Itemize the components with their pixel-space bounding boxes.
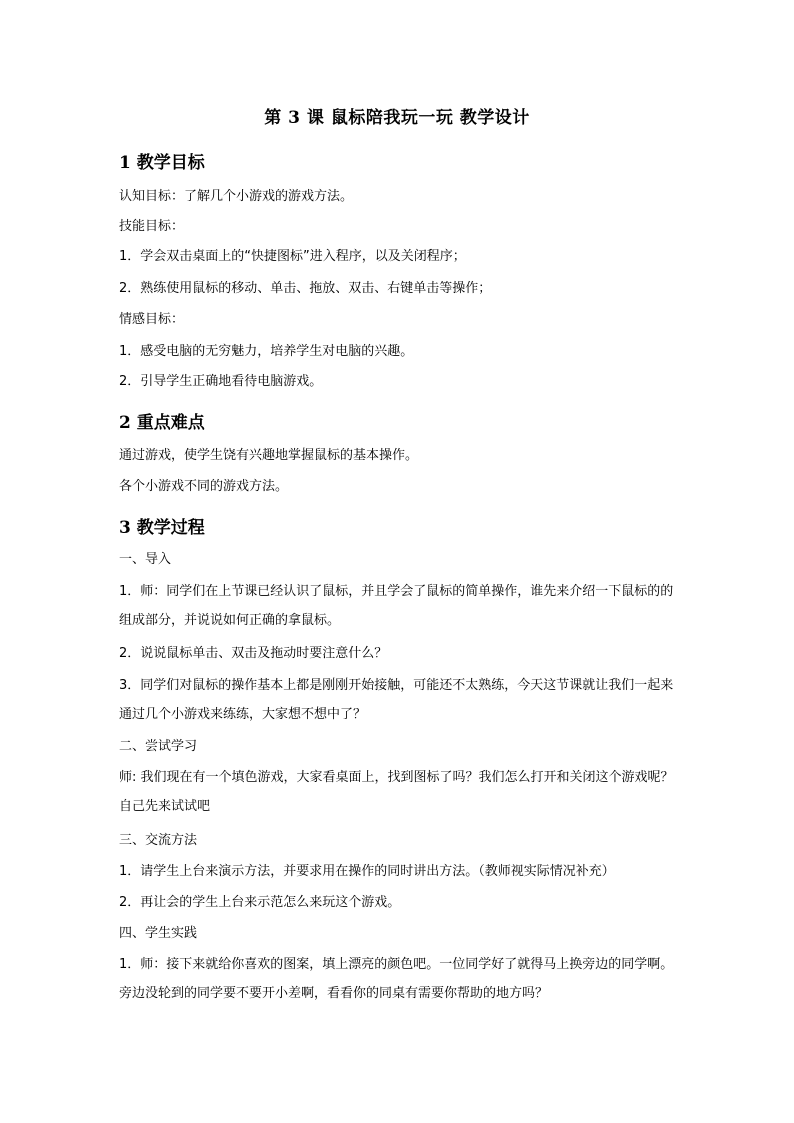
paragraph: 三、交流方法 — [119, 833, 198, 848]
paragraph: 情感目标： — [119, 312, 185, 327]
section-heading-key-points: 2 重点难点 — [119, 413, 205, 433]
paragraph: 1．请学生上台来演示方法，并要求用在操作的同时讲出方法。（教师视实际情况补充） — [119, 864, 615, 879]
paragraph: 1．师：接下来就给你喜欢的图案，填上漂亮的颜色吧。一位同学好了就得马上换旁边的同学啊。旁边没轮到的同学要不要开小差啊，看看你的同桌有需要你帮助的地方吗？ — [119, 957, 674, 1001]
paragraph: 认知目标：了解几个小游戏的游戏方法。 — [119, 189, 354, 204]
section-heading-objectives: 1 教学目标 — [119, 153, 205, 173]
paragraph: 2．引导学生正确地看待电脑游戏。 — [119, 374, 323, 389]
paragraph: 2．熟练使用鼠标的移动、单击、拖放、双击、右键单击等操作； — [119, 281, 492, 296]
paragraph: 1．师：同学们在上节课已经认识了鼠标，并且学会了鼠标的简单操作，谁先来介绍一下鼠标的的组成部分，并说说如何正确的拿鼠标。 — [119, 584, 674, 628]
paragraph: 3．同学们对鼠标的操作基本上都是刚刚开始接触，可能还不太熟练，今天这节课就让我们一起来通过几个小游戏来练练，大家想不想中了？ — [119, 678, 674, 722]
paragraph: 师: 我们现在有一个填色游戏，大家看桌面上，找到图标了吗？我们怎么打开和关闭这个游戏呢？自己先来试试吧 — [119, 770, 674, 814]
section-heading-process: 3 教学过程 — [119, 518, 205, 538]
paragraph: 技能目标： — [119, 219, 185, 234]
paragraph: 1．感受电脑的无穷魅力，培养学生对电脑的兴趣。 — [119, 344, 414, 359]
paragraph: 一、导入 — [119, 552, 172, 567]
paragraph: 1．学会双击桌面上的“快捷图标”进入程序，以及关闭程序； — [119, 249, 466, 264]
paragraph: 通过游戏，使学生饶有兴趣地掌握鼠标的基本操作。 — [119, 448, 419, 463]
paragraph: 各个小游戏不同的游戏方法。 — [119, 479, 289, 494]
document-title: 第 3 课 鼠标陪我玩一玩 教学设计 — [264, 108, 530, 128]
paragraph: 二、尝试学习 — [119, 739, 198, 754]
paragraph: 2．说说鼠标单击、双击及拖动时要注意什么？ — [119, 646, 388, 661]
paragraph: 2．再让会的学生上台来示范怎么来玩这个游戏。 — [119, 895, 401, 910]
paragraph: 四、学生实践 — [119, 926, 198, 941]
